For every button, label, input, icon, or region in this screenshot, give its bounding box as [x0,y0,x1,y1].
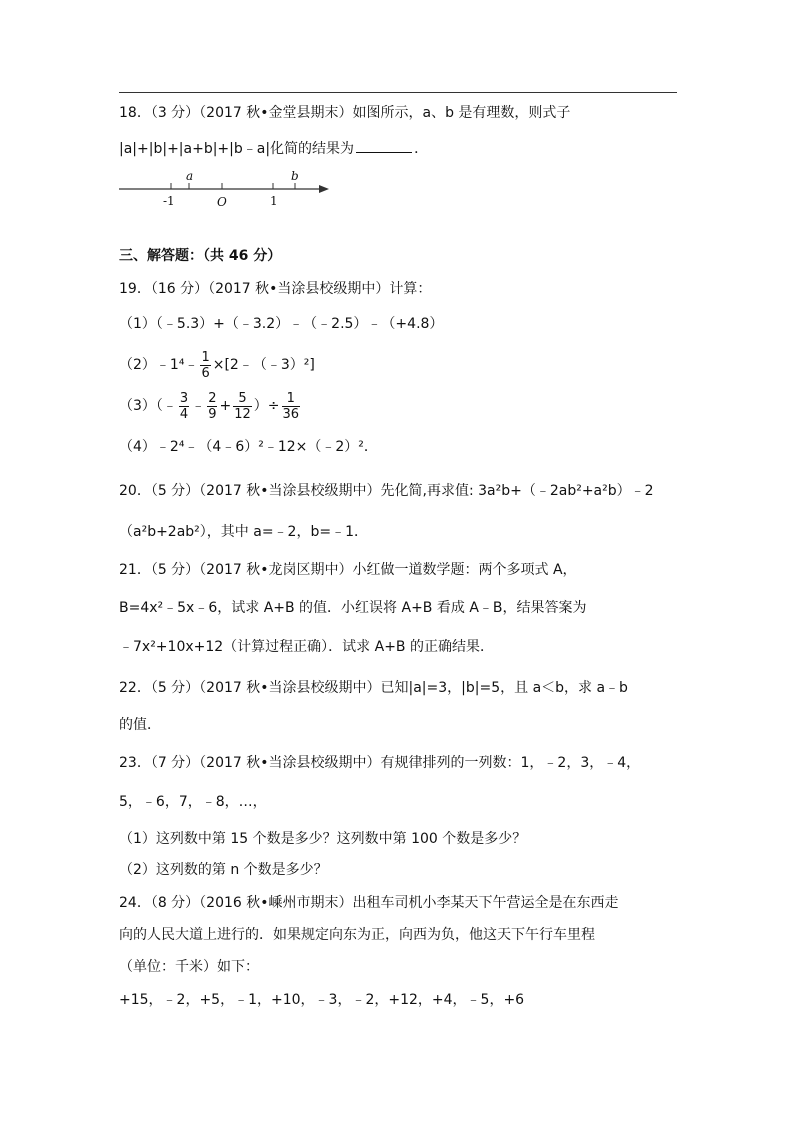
q19-part3 [119,388,302,424]
q19-header: 19．（16 分）（2017 秋•当涂县校级期中）计算： [119,281,432,297]
q18-expression: |a|+|b|+|a+b|+|b﹣a|化简的结果为 [119,141,355,157]
q19-part2-suffix: ×[2﹣（﹣3）²] [212,357,315,373]
q21-line2: B=4x²﹣5x﹣6，试求 A+B 的值．小红误将 A+B 看成 A﹣B，结果答案为 [119,600,587,616]
label-origin: O [217,195,227,209]
q18-period: ． [414,141,429,157]
q24-line2: 向的人民大道上进行的．如果规定向东为正，向西为负，他这天下午行车里程 [119,927,595,943]
q18-line2 [119,138,428,159]
op-minus: ﹣ [191,398,206,414]
fraction-5-12: $\frac{5}{12}$ [234,390,251,422]
q21-line1: 21．（5 分）（2017 秋•龙岗区期中）小红做一道数学题：两个多项式 A， [119,562,577,578]
label-b: b [291,169,299,183]
q24-line1: 24．（8 分）（2016 秋•嵊州市期末）出租车司机小李某天下午营运全是在东西走 [119,895,619,911]
op-plus: + [219,398,232,414]
answer-blank [356,138,412,153]
op-divide: ）÷ [253,398,280,414]
fraction-1-36: $\frac{1}{36}$ [282,390,300,422]
q21-line3: ﹣7x²+10x+12（计算过程正确）．试求 A+B 的正确结果． [119,639,494,655]
q23-line1: 23．（7 分）（2017 秋•当涂县校级期中）有规律排列的一列数：1，﹣2，3，﹣4， [119,755,641,771]
q19-part2-prefix: （2）﹣1⁴﹣ [119,357,199,373]
fraction-3-4: $\frac{3}{4}$ [179,390,189,422]
q20-line2: （a²b+2ab²），其中 a=﹣2，b=﹣1． [119,524,368,540]
label-one: 1 [270,194,278,208]
label-neg1: -1 [163,194,175,208]
label-a: a [186,169,194,183]
q19-part2 [119,347,315,383]
section-heading: 三、解答题：（共 46 分） [119,248,282,264]
q23-line2: 5，﹣6，7，﹣8，…， [119,794,267,810]
q23-part2: （2）这列数的第 n 个数是多少？ [119,862,328,878]
q24-line3: （单位：千米）如下： [119,959,259,975]
number-line [119,168,339,210]
q18-line1: 18．（3 分）（2017 秋•金堂县期末）如图所示，a、b 是有理数，则式子 [119,105,571,121]
q19-part3-prefix: （3）（﹣ [119,398,177,414]
q22-line1: 22．（5 分）（2017 秋•当涂县校级期中）已知|a|=3，|b|=5，且 a＜b，求 a﹣b [119,680,628,696]
q24-mileage: +15，﹣2，+5，﹣1，+10，﹣3，﹣2，+12，+4，﹣5，+6 [119,992,525,1008]
fraction-2-9: $\frac{2}{9}$ [208,390,217,422]
q23-part1: （1）这列数中第 15 个数是多少？这列数中第 100 个数是多少？ [119,831,527,847]
q19-part4: （4）﹣2⁴﹣（4﹣6）²﹣12×（﹣2）²． [119,439,378,455]
q22-line2: 的值． [119,717,161,733]
q19-part1: （1）（﹣5.3）+（﹣3.2）﹣（﹣2.5）﹣（+4.8） [119,316,444,332]
fraction-1-6: $\frac{1}{6}$ [201,349,210,381]
number-line-arrow [319,185,329,193]
q20-line1: 20．（5 分）（2017 秋•当涂县校级期中）先化简,再求值: 3a²b+（﹣2ab²+a²b）﹣2 [119,483,654,499]
top-rule [119,92,677,93]
